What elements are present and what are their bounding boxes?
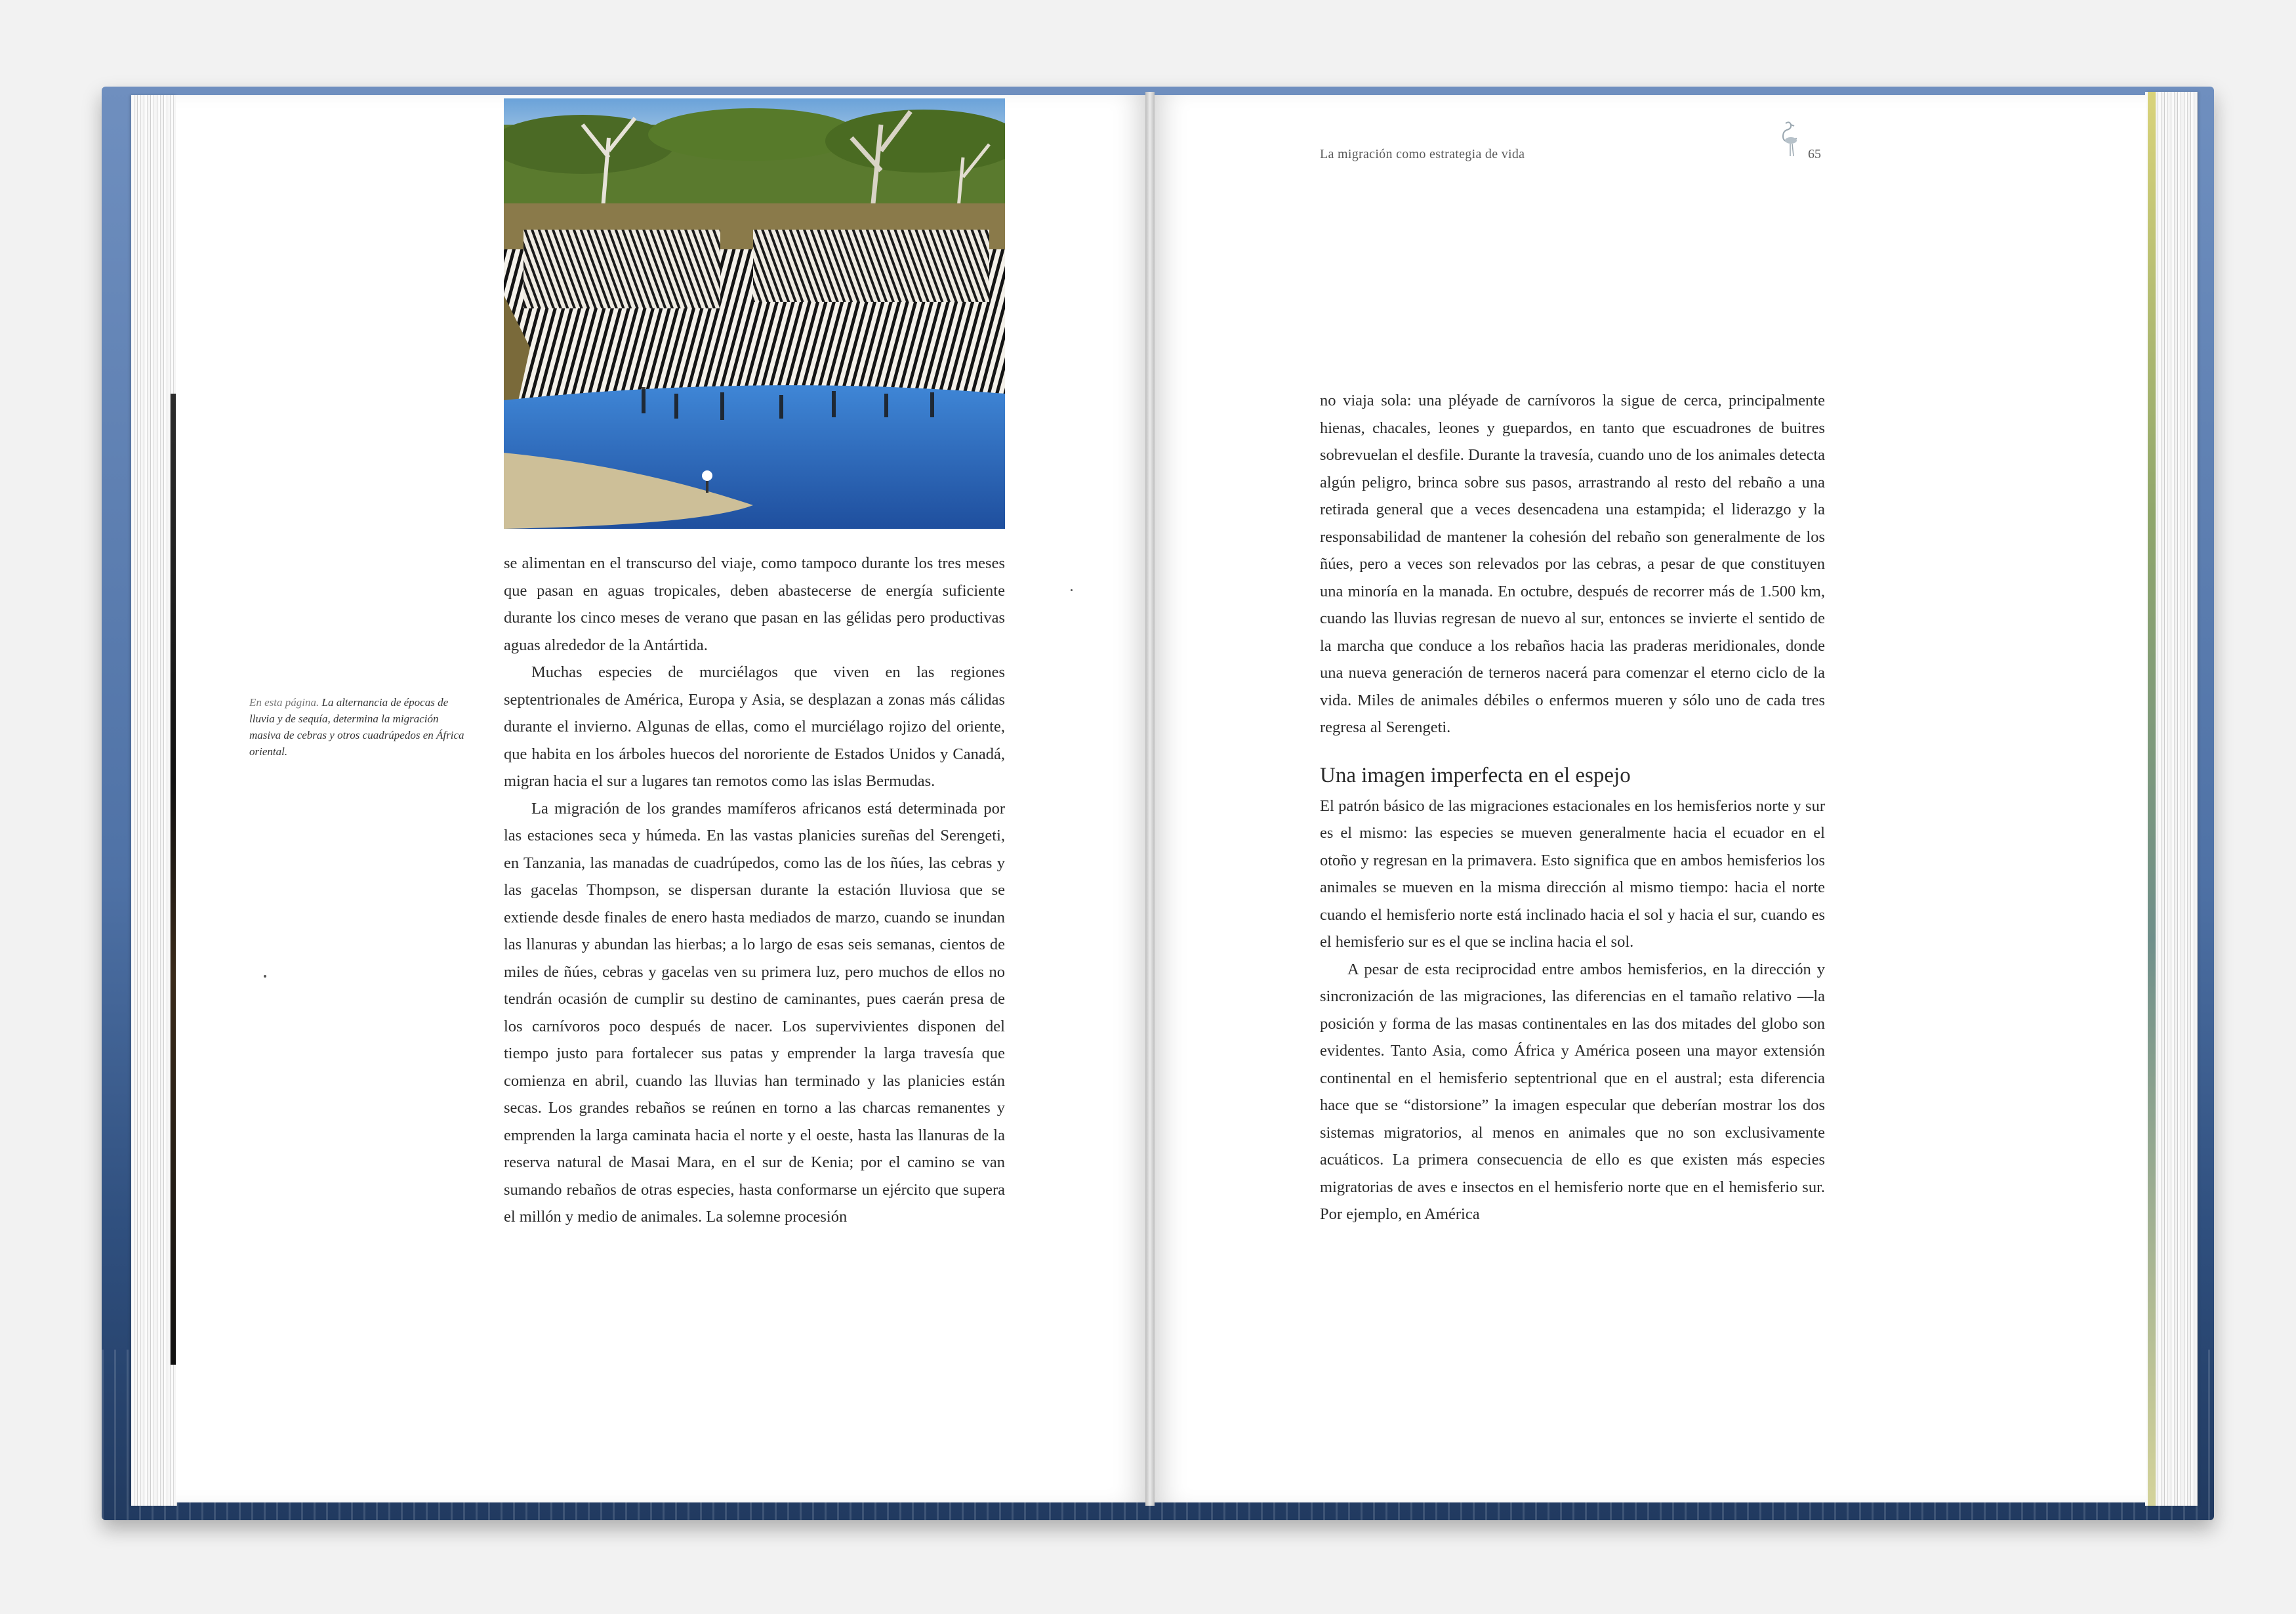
right-edge-photo-strip bbox=[2148, 92, 2156, 1506]
zebra-herd-photo bbox=[504, 98, 1005, 529]
paragraph: no viaja sola: una pléyade de carnívoros la sigue de cerca, principalmente hienas, chacales, leones y guepardos, en tanto que escuadrones de buitres sobrevuelan el desfile. Durante la travesía, cuando uno de los animales detecta algún peligro, brinca sobre sus pasos, arrastrando al resto del rebaño a una retirada general que a veces desencadena una estampida; el liderazgo y la responsabilidad de mantener la cohesión del rebaño son generalmente de los ñúes, pero a veces son relevados por las cebras, a pesar de que constituyen una minoría en la manada. En octubre, después de recorrer más de 1.500 km, cuando las lluvias regresan de nuevo al sur, entonces se invierte el sentido de la marcha que conduce a los rebaños hacia las praderas meridionales, donde una nueva generación de terneros nacerá para comenzar el eterno ciclo de la vida. Miles de animales débiles o enfermos mueren y sólo uno de cada tres regresa al Serengeti. bbox=[1320, 392, 1825, 736]
left-page-edges bbox=[131, 95, 177, 1506]
right-body-text bbox=[1320, 387, 1825, 1228]
page-speck bbox=[264, 975, 266, 978]
right-page-edges bbox=[2145, 92, 2198, 1506]
section-heading: Una imagen imperfecta en el espejo bbox=[1320, 763, 1631, 787]
caption-text: La alternancia de épocas de lluvia y de sequía, determina la migración masiva de cebras y otros cuadrúpedos en África oriental. bbox=[249, 696, 464, 758]
flamingo-icon bbox=[1771, 118, 1804, 157]
photo-caption bbox=[249, 694, 466, 760]
page-number: 65 bbox=[1808, 147, 1821, 161]
paragraph: El patrón básico de las migraciones estacionales en los hemisferios norte y sur es el mismo: las especies se mueven generalmente hacia el ecuador en el otoño y regresan en la primavera. Esto significa que en ambos hemisferios los animales se mueven en la misma dirección al mismo tiempo: hacia el norte cuando el hemisferio norte está inclinado hacia el sol y hacia el sur, cuando es el hemisferio sur es el que se inclina hacia el sol. bbox=[1320, 797, 1825, 951]
running-head: La migración como estrategia de vida bbox=[1320, 147, 1525, 161]
left-body-text bbox=[504, 550, 1005, 1231]
paragraph: Muchas especies de murciélagos que viven en las regiones septentrionales de América, Europa y Asia, se desplazan a zonas más cálidas durante el invierno. Algunas de ellas, como el murciélago rojizo del oriente, que habita en los árboles huecos del nororiente de Estados Unidos y Canadá, migran hacia el sur a lugares tan remotos como las islas Bermudas. bbox=[504, 663, 1005, 790]
page-speck bbox=[1071, 589, 1073, 591]
paragraph: La migración de los grandes mamíferos africanos está determinada por las estaciones seca y húmeda. En las vastas planicies sureñas del Serengeti, en Tanzania, las manadas de cuadrúpedos, como las de los ñúes, las cebras y las gacelas Thompson, se dispersan durante la estación lluviosa que se extiende desde finales de enero hasta mediados de marzo, cuando se inundan las llanuras y abundan las hierbas; a lo largo de esas seis semanas, cientos de miles de ñúes, cebras y gacelas ven su primera luz, pero muchos de ellos no tendrán ocasión de cumplir su destino de caminantes, pues caerán presa de los carnívoros poco después de nacer. Los supervivientes disponen del tiempo justo para fortalecer sus patas y emprender la larga travesía que comienza en abril, cuando las lluvias han terminado y las planicies están secas. Los grandes rebaños se reúnen en torno a las charcas remanentes y emprenden la larga caminata hacia el norte y el oeste, hasta las llanuras de la reserva natural de Masai Mara, en el sur de Kenia; por el camino se van sumando rebaños de otras especies, hasta conformarse un ejército que supera el millón y medio de animales. La solemne procesión bbox=[504, 799, 1005, 1226]
book-gutter bbox=[1145, 92, 1155, 1506]
paragraph: se alimentan en el transcurso del viaje, como tampoco durante los tres meses que pasan en aguas tropicales, deben abastecerse de energía suficiente durante los cinco meses de verano que pasan en las gélidas pero productivas aguas alrededor de la Antártida. bbox=[504, 554, 1005, 654]
caption-lead: En esta página. bbox=[249, 696, 319, 709]
paragraph: A pesar de esta reciprocidad entre ambos hemisferios, en la dirección y sincronización de las migraciones, las diferencias en el tamaño relativo —la posición y forma de las masas continentales en las dos mitades del globo son evidentes. Tanto Asia, como África y América poseen una mayor extensión continental en el hemisferio septentrional que en el austral; esta diferencia hace que se “distorsione” la imagen especular que deberían mostrar los dos sistemas migratorios, al menos en animales que no son exclusivamente acuáticos. La primera consecuencia de ello es que existen más especies migratorias de aves e insectos en el hemisferio norte que en el hemisferio sur. Por ejemplo, en América bbox=[1320, 960, 1825, 1223]
